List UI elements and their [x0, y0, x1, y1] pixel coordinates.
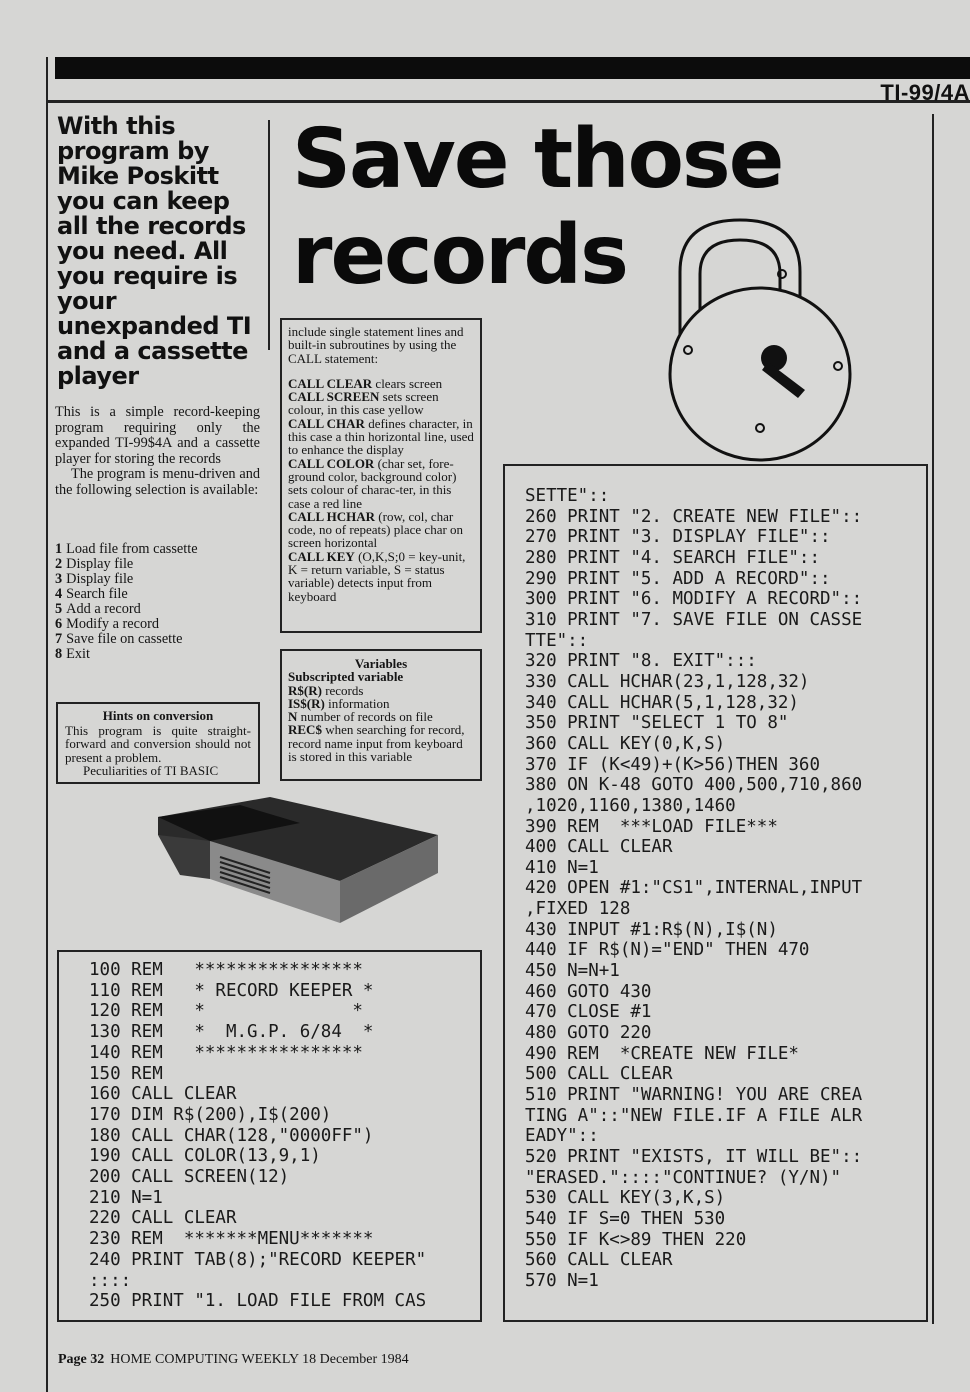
variable-entry: R$(R) records — [288, 682, 364, 698]
article-body — [55, 405, 260, 498]
code-line: ,FIXED 128 — [525, 899, 631, 920]
menu-options-list — [55, 542, 265, 662]
code-line: TTE":: — [525, 630, 589, 651]
code-line: 490 REM *CREATE NEW FILE* — [525, 1043, 799, 1064]
calls-intro: include single statement lines and built-in subroutines by using the CALL statement: — [288, 324, 464, 366]
code-line: 540 IF S=0 THEN 530 — [525, 1208, 726, 1229]
hints-title: Hints on conversion — [102, 708, 214, 723]
code-line: 210 N=1 — [89, 1187, 163, 1208]
code-line: 230 REM *******MENU******* — [89, 1229, 374, 1250]
publication-info: HOME COMPUTING WEEKLY 18 December 1984 — [110, 1352, 409, 1367]
hints-paragraph-2: Peculiarities of TI BASIC — [83, 763, 219, 778]
code-line: :::: — [89, 1270, 132, 1291]
column-rule — [268, 120, 270, 350]
code-line: 400 CALL CLEAR — [525, 837, 673, 858]
code-line: 260 PRINT "2. CREATE NEW FILE":: — [525, 506, 863, 527]
code-line: 340 CALL HCHAR(5,1,128,32) — [525, 692, 799, 713]
list-item: 8 Exit — [55, 646, 90, 662]
code-line: ,1020,1160,1380,1460 — [525, 795, 736, 816]
code-line: 430 INPUT #1:R$(N),I$(N) — [525, 919, 778, 940]
code-line: 160 CALL CLEAR — [89, 1084, 237, 1105]
code-line: EADY":: — [525, 1126, 599, 1147]
code-line: 330 CALL HCHAR(23,1,128,32) — [525, 671, 810, 692]
list-item: 2 Display file — [55, 556, 134, 572]
code-line: 270 PRINT "3. DISPLAY FILE":: — [525, 527, 831, 548]
program-listing-part-1 — [57, 950, 482, 1322]
code-line: 360 CALL KEY(0,K,S) — [525, 733, 726, 754]
code-line: 460 GOTO 430 — [525, 981, 652, 1002]
brand-rule — [46, 100, 970, 103]
code-line: 290 PRINT "5. ADD A RECORD":: — [525, 568, 831, 589]
title-line-2: records — [292, 208, 627, 303]
list-item: 4 Search file — [55, 586, 128, 602]
code-line: 200 CALL SCREEN(12) — [89, 1167, 290, 1188]
code-listing — [89, 960, 480, 1312]
code-line: 180 CALL CHAR(128,"0000FF") — [89, 1125, 374, 1146]
call-entry: CALL KEY (O,K,S;0 = key-unit, K = return variable, S = status variable) detects input from keyboard — [288, 548, 466, 604]
call-entry: CALL SCREEN sets screen colour, in this case yellow — [288, 389, 439, 418]
top-black-bar — [55, 57, 970, 79]
call-entry: CALL COLOR (char set, fore-ground color, background color) sets colour of charac-ter, in this case a red line — [288, 455, 457, 511]
code-line: 450 N=N+1 — [525, 961, 620, 982]
code-line: 240 PRINT TAB(8);"RECORD KEEPER" — [89, 1249, 427, 1270]
body-paragraph-1: This is a simple record-keeping program requiring only the expanded TI-99$4A and a cassette player for storing the records — [55, 404, 260, 467]
code-line: 380 ON K-48 GOTO 400,500,710,860 — [525, 775, 863, 796]
code-line: 520 PRINT "EXISTS, IT WILL BE":: — [525, 1147, 863, 1167]
code-line: 150 REM — [89, 1063, 163, 1084]
code-line: 560 CALL CLEAR — [525, 1250, 673, 1271]
code-line: "ERASED."::::"CONTINUE? (Y/N)" — [525, 1167, 842, 1188]
code-line: 110 REM * RECORD KEEPER * — [89, 980, 374, 1001]
padlock-illustration — [640, 212, 870, 462]
code-line: 140 REM **************** — [89, 1042, 363, 1063]
cassette-recorder-illustration — [150, 795, 440, 945]
call-entry: CALL CLEAR clears screen — [288, 375, 443, 391]
hints-paragraph-1: This program is quite straight-forward and conversion should not present a problem. — [65, 722, 251, 765]
variables-box — [280, 649, 482, 781]
code-line: 370 IF (K<49)+(K>56)THEN 360 — [525, 754, 821, 775]
code-line: 470 CLOSE #1 — [525, 1002, 652, 1023]
call-entry: CALL HCHAR (row, col, char code, no of repeats) place char on screen horizontal — [288, 508, 464, 551]
code-line: 220 CALL CLEAR — [89, 1208, 237, 1229]
variable-entry: N number of records on file — [288, 709, 433, 725]
code-line: SETTE":: — [525, 486, 610, 506]
call-statements-box — [280, 318, 482, 633]
code-line: 390 REM ***LOAD FILE*** — [525, 816, 778, 837]
code-line: 120 REM * * — [89, 1001, 363, 1022]
page-number: Page 32 — [58, 1352, 105, 1367]
code-line: 310 PRINT "7. SAVE FILE ON CASSE — [525, 609, 863, 630]
code-line: 170 DIM R$(200),I$(200) — [89, 1104, 332, 1125]
left-rule — [46, 57, 48, 1392]
list-item: 7 Save file on cassette — [55, 631, 183, 647]
code-line: 510 PRINT "WARNING! YOU ARE CREA — [525, 1085, 863, 1106]
code-line: 480 GOTO 220 — [525, 1023, 652, 1044]
code-line: 100 REM **************** — [89, 960, 363, 980]
standfirst: With this program by Mike Poskitt you can keep all the records you need. All you require is your unexpanded TI and a cassette player — [57, 112, 252, 390]
code-listing — [525, 486, 926, 1292]
code-line: 440 IF R$(N)="END" THEN 470 — [525, 940, 810, 961]
page-footer — [58, 1352, 409, 1368]
body-paragraph-2: The program is menu-driven and the following selection is available: — [55, 466, 260, 498]
list-item: 6 Modify a record — [55, 616, 160, 632]
magazine-section-label: TI-99/4A — [880, 80, 970, 105]
code-line: 410 N=1 — [525, 857, 599, 878]
variable-entry: REC$ when searching for record, record name input from keyboard is stored in this variable — [288, 722, 465, 765]
right-rule — [932, 114, 934, 1324]
list-item: 1 Load file from cassette — [55, 541, 198, 557]
code-line: 530 CALL KEY(3,K,S) — [525, 1188, 726, 1209]
padlock-body — [670, 288, 850, 460]
variables-subtitle: Subscripted variable — [288, 669, 404, 685]
code-line: 500 CALL CLEAR — [525, 1064, 673, 1085]
code-line: 350 PRINT "SELECT 1 TO 8" — [525, 713, 789, 734]
hints-box — [56, 702, 260, 784]
list-item: 5 Add a record — [55, 601, 141, 617]
code-line: 130 REM * M.G.P. 6/84 * — [89, 1022, 374, 1043]
code-line: 550 IF K<>89 THEN 220 — [525, 1229, 747, 1250]
variables-title: Variables — [354, 656, 408, 671]
code-line: 320 PRINT "8. EXIT"::: — [525, 651, 757, 672]
title-line-1: Save those — [292, 112, 783, 207]
program-listing-part-2 — [503, 464, 928, 1322]
code-line: 420 OPEN #1:"CS1",INTERNAL,INPUT — [525, 878, 863, 899]
code-line: 570 N=1 — [525, 1270, 599, 1291]
code-line: 190 CALL COLOR(13,9,1) — [89, 1146, 321, 1167]
code-line: 280 PRINT "4. SEARCH FILE":: — [525, 547, 821, 568]
code-line: 250 PRINT "1. LOAD FILE FROM CAS — [89, 1291, 427, 1312]
call-entry: CALL CHAR defines character, in this case a thin horizontal line, used to enhance the display — [288, 415, 474, 458]
code-line: TING A"::"NEW FILE.IF A FILE ALR — [525, 1105, 863, 1126]
list-item: 3 Display file — [55, 571, 134, 587]
variable-entry: IS$(R) information — [288, 695, 390, 711]
code-line: 300 PRINT "6. MODIFY A RECORD":: — [525, 589, 863, 610]
